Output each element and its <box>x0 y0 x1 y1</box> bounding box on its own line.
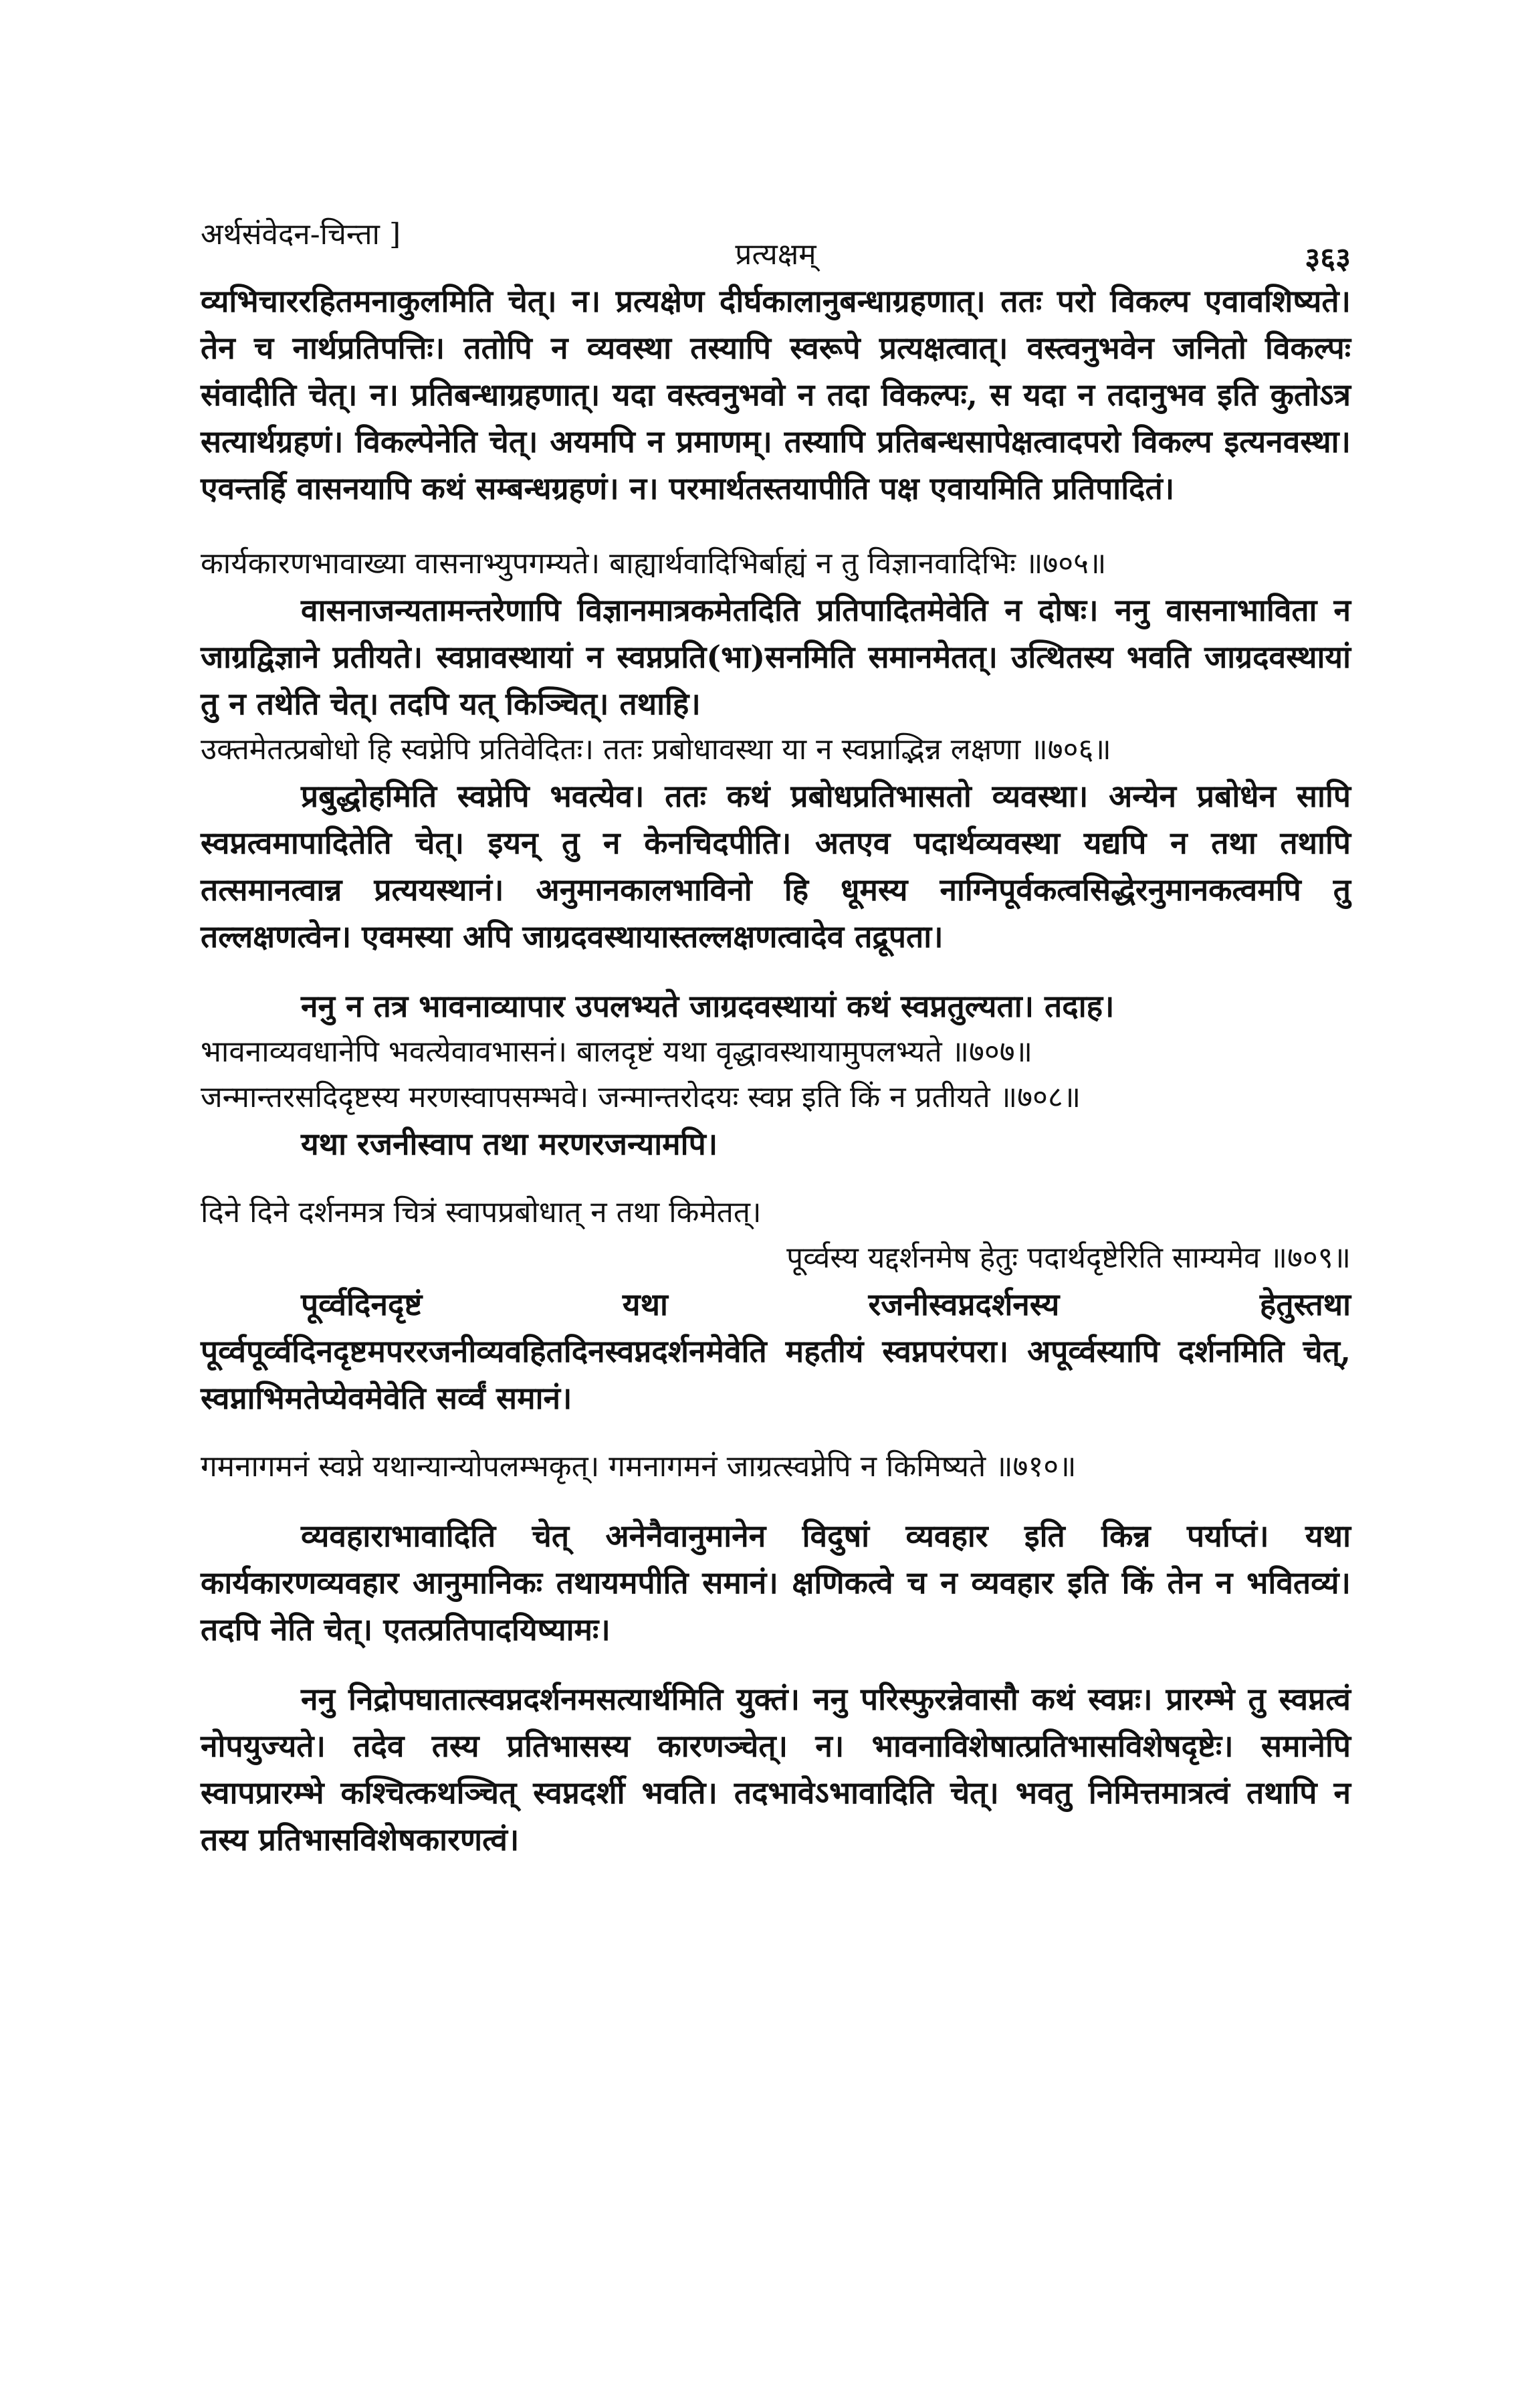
paragraph-1: व्यभिचाररहितमनाकुलमिति चेत्। न। प्रत्यक्षेण दीर्घकालानुबन्धाग्रहणात्। ततः परो विकल्प एवावशिष्यते। तेन च नार्थप्रतिपत्तिः। ततोपि न व्यवस्था तस्यापि स्वरूपे प्रत्यक्षत्वात्। वस्त्वनुभवेन जनितो विकल्पः संवादीति चेत्। न। प्रतिबन्धाग्रहणात्। यदा वस्त्वनुभवो न तदा विकल्पः, स यदा न तदानुभव इति कुतोऽत्र सत्यार्थग्रहणं। विकल्पेनेति चेत्। अयमपि न प्रमाणम्। तस्यापि प्रतिबन्धसापेक्षत्वादपरो विकल्प इत्यनवस्था। एवन्तर्हि वासनयापि कथं सम्बन्धग्रहणं। न। परमार्थतस्तयापीति पक्ष एवायमिति प्रतिपादितं। <box>201 283 1351 506</box>
section-title: अर्थसंवेदन-चिन्ता ] <box>201 217 401 252</box>
verse-706: उक्तमेतत्प्रबोधो हि स्वप्नेपि प्रतिवेदितः। ततः प्रबोधावस्था या न स्वप्नाद्भिन्न लक्षणा ॥७०६॥ <box>201 732 1111 767</box>
verse-709-line-2: पूर्व्वस्य यद्दर्शनमेष हेतुः पदार्थदृष्टेरिति साम्यमेव ॥७०९॥ <box>786 1241 1351 1275</box>
paragraph-5: यथा रजनीस्वाप तथा मरणरजन्यामपि। <box>301 1126 718 1162</box>
paragraph-3: प्रबुद्धोहमिति स्वप्नेपि भवत्येव। ततः कथं प्रबोधप्रतिभासतो व्यवस्था। अन्येन प्रबोधेन सापि स्वप्नत्वमापादितेति चेत्। इयन् तु न केनचिदपीति। अतएव पदार्थव्यवस्था यद्यपि न तथा तथापि तत्समानत्वान्न प्रत्ययस्थानं। अनुमानकालभाविनो हि धूमस्य नाग्निपूर्वकत्वसिद्धेरनुमानकत्वमपि तु तल्लक्षणत्वेन। एवमस्या अपि जाग्रदवस्थायास्तल्लक्षणत्वादेव तद्रूपता। <box>201 778 1351 955</box>
paragraph-4: ननु न तत्र भावनाव्यापार उपलभ्यते जाग्रदवस्थायां कथं स्वप्नतुल्यता। तदाह। <box>301 988 1115 1024</box>
paragraph-6: पूर्व्वदिनदृष्टं यथा रजनीस्वप्नदर्शनस्य हेतुस्तथा पूर्व्वपूर्व्वदिनदृष्टमपररजनीव्यवहितदिनस्वप्नदर्शनमेवेति महतीयं स्वप्नपरंपरा। अपूर्व्वस्यापि दर्शनमिति चेत्, स्वप्नाभिमतेप्येवमेवेति सर्व्वं समानं। <box>201 1286 1351 1416</box>
page-number: ३६३ <box>1305 241 1351 276</box>
verse-708: जन्मान्तरसदिदृष्टस्य मरणस्वापसम्भवे। जन्मान्तरोदयः स्वप्न इति किं न प्रतीयते ॥७०८॥ <box>201 1080 1081 1114</box>
verse-705: कार्यकारणभावाख्या वासनाभ्युपगम्यते। बाह्यार्थवादिभिर्बाह्यं न तु विज्ञानवादिभिः ॥७०५॥ <box>201 546 1107 581</box>
chapter-title: प्रत्यक्षम् <box>735 237 816 272</box>
verse-709-line-1: दिने दिने दर्शनमत्र चित्रं स्वापप्रबोधात् न तथा किमेतत्। <box>201 1195 762 1229</box>
running-header <box>201 213 1351 276</box>
paragraph-7: व्यवहाराभावादिति चेत् अनेनैवानुमानेन विदुषां व्यवहार इति किन्न पर्याप्तं। यथा कार्यकारणव्यवहार आनुमानिकः तथायमपीति समानं। क्षणिकत्वे च न व्यवहार इति किं तेन न भवितव्यं। तदपि नेति चेत्। एतत्प्रतिपादयिष्यामः। <box>201 1518 1351 1647</box>
paragraph-8: ननु निद्रोपघातात्स्वप्नदर्शनमसत्यार्थमिति युक्तं। ननु परिस्फुरन्नेवासौ कथं स्वप्नः। प्रारम्भे तु स्वप्नत्वं नोपयुज्यते। तदेव तस्य प्रतिभासस्य कारणञ्चेत्। न। भावनाविशेषात्प्रतिभासविशेषदृष्टेः। समानेपि स्वापप्रारम्भे कश्चित्कथञ्चित् स्वप्नदर्शी भवति। तदभावेऽभावादिति चेत्। भवतु निमित्तमात्रत्वं तथापि न तस्य प्रतिभासविशेषकारणत्वं। <box>201 1681 1351 1858</box>
verse-710: गमनागमनं स्वप्ने यथान्यान्योपलम्भकृत्। गमनागमनं जाग्रत्स्वप्नेपि न किमिष्यते ॥७१०॥ <box>201 1449 1077 1484</box>
paragraph-2: वासनाजन्यतामन्तरेणापि विज्ञानमात्रकमेतदिति प्रतिपादितमेवेति न दोषः। ननु वासनाभाविता न जाग्रद्विज्ञाने प्रतीयते। स्वप्नावस्थायां न स्वप्नप्रति(भा)सनमिति समानमेतत्। उत्थितस्य भवति जाग्रदवस्थायां तु न तथेति चेत्। तदपि यत् किञ्चित्। तथाहि। <box>201 592 1351 722</box>
page-body <box>201 278 1351 1863</box>
verse-707: भावनाव्यवधानेपि भवत्येवावभासनं। बालदृष्टं यथा वृद्धावस्थायामुपलभ्यते ॥७०७॥ <box>201 1035 1032 1069</box>
